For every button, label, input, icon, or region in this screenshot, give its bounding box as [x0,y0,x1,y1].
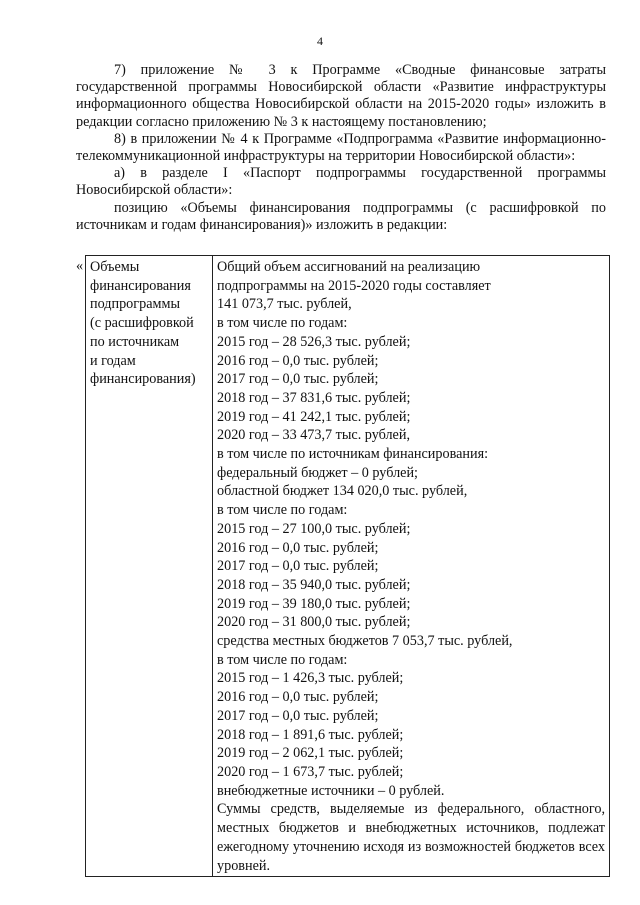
funding-note: Суммы средств, выделяемые из федерального, областного, местных бюджетов и внебюджетных источников, подлежат ежегодному уточнению исходя из возможностей бюджетов всех уровней. [217,801,605,874]
funding-detail-line: Общий объем ассигнований на реализацию [217,259,481,275]
funding-detail-line: 2015 год – 28 526,3 тыс. рублей; [217,333,411,350]
funding-label-line: подпрограммы [90,296,180,313]
funding-detail-line: 2018 год – 35 940,0 тыс. рублей; [217,576,411,593]
document-body [76,62,606,234]
funding-detail-line: 2015 год – 27 100,0 тыс. рублей; [217,520,411,537]
funding-detail-line: 2015 год – 1 426,3 тыс. рублей; [217,670,404,687]
funding-detail-line: 141 073,7 тыс. рублей, [217,296,352,313]
funding-detail-line: 2020 год – 1 673,7 тыс. рублей; [217,763,404,780]
paragraph-item-8: 8) в приложении № 4 к Программе «Подпрограмма «Развитие информационно-телекоммуникационной инфраструктуры на территории Новосибирской области»: [76,130,606,165]
funding-detail-line: в том числе по годам: [217,651,348,668]
funding-detail-line: областной бюджет 134 020,0 тыс. рублей, [217,483,468,500]
funding-detail-line: 2016 год – 0,0 тыс. рублей; [217,689,379,706]
paragraph-item-7: 7) приложение № 3 к Программе «Сводные финансовые затраты государственной программы Новосибирской области «Развитие инфраструктуры информационного общества Новосибирской области на 2015-2020 годы» изложить в редакции согласно приложению № 3 к настоящему постановлению; [76,62,606,130]
funding-detail-line: 2017 год – 0,0 тыс. рублей; [217,371,379,388]
funding-detail-line: в том числе по источникам финансирования: [217,446,489,463]
funding-detail-line: 2016 год – 0,0 тыс. рублей; [217,352,379,369]
funding-label-line: (с расшифровкой [90,315,194,332]
funding-detail-line: 2019 год – 2 062,1 тыс. рублей; [217,745,404,762]
funding-detail-line: 2016 год – 0,0 тыс. рублей; [217,539,379,556]
funding-detail-line: 2017 год – 0,0 тыс. рублей; [217,558,379,575]
table-row [86,256,610,877]
funding-detail-line: федеральный бюджет – 0 рублей; [217,464,418,481]
funding-detail-line: внебюджетные источники – 0 рублей. [217,782,445,799]
funding-detail-line: 2018 год – 37 831,6 тыс. рублей; [217,389,411,406]
funding-detail-line: 2020 год – 31 800,0 тыс. рублей; [217,614,411,631]
funding-detail-line: в том числе по годам: [217,502,348,519]
funding-detail-line: подпрограммы на 2015-2020 годы составляет [217,277,491,294]
funding-detail-line: 2018 год – 1 891,6 тыс. рублей; [217,726,404,743]
funding-detail-line: 2017 год – 0,0 тыс. рублей; [217,707,379,724]
funding-label-line: Объемы [90,259,140,275]
funding-detail-line: в том числе по годам: [217,315,348,332]
page-number: 4 [317,34,323,48]
funding-details-cell [213,256,610,877]
funding-label-line: и годам [90,352,136,369]
funding-detail-line: 2020 год – 33 473,7 тыс. рублей, [217,427,410,444]
funding-label-line: финансирования) [90,371,196,388]
funding-table [85,255,610,877]
funding-label-cell [86,256,213,877]
paragraph-position: позицию «Объемы финансирования подпрограммы (с расшифровкой по источникам и годам финансирования)» изложить в редакции: [76,199,606,233]
funding-detail-line: 2019 год – 39 180,0 тыс. рублей; [217,595,411,612]
funding-detail-line: средства местных бюджетов 7 053,7 тыс. рублей, [217,633,513,650]
funding-label-line: финансирования [90,277,191,294]
funding-label-line: по источникам [90,333,180,350]
funding-detail-line: 2019 год – 41 242,1 тыс. рублей; [217,408,411,425]
open-quote: « [76,258,84,274]
paragraph-item-8a: а) в разделе I «Паспорт подпрограммы государственной программы Новосибирской области»: [76,165,606,199]
